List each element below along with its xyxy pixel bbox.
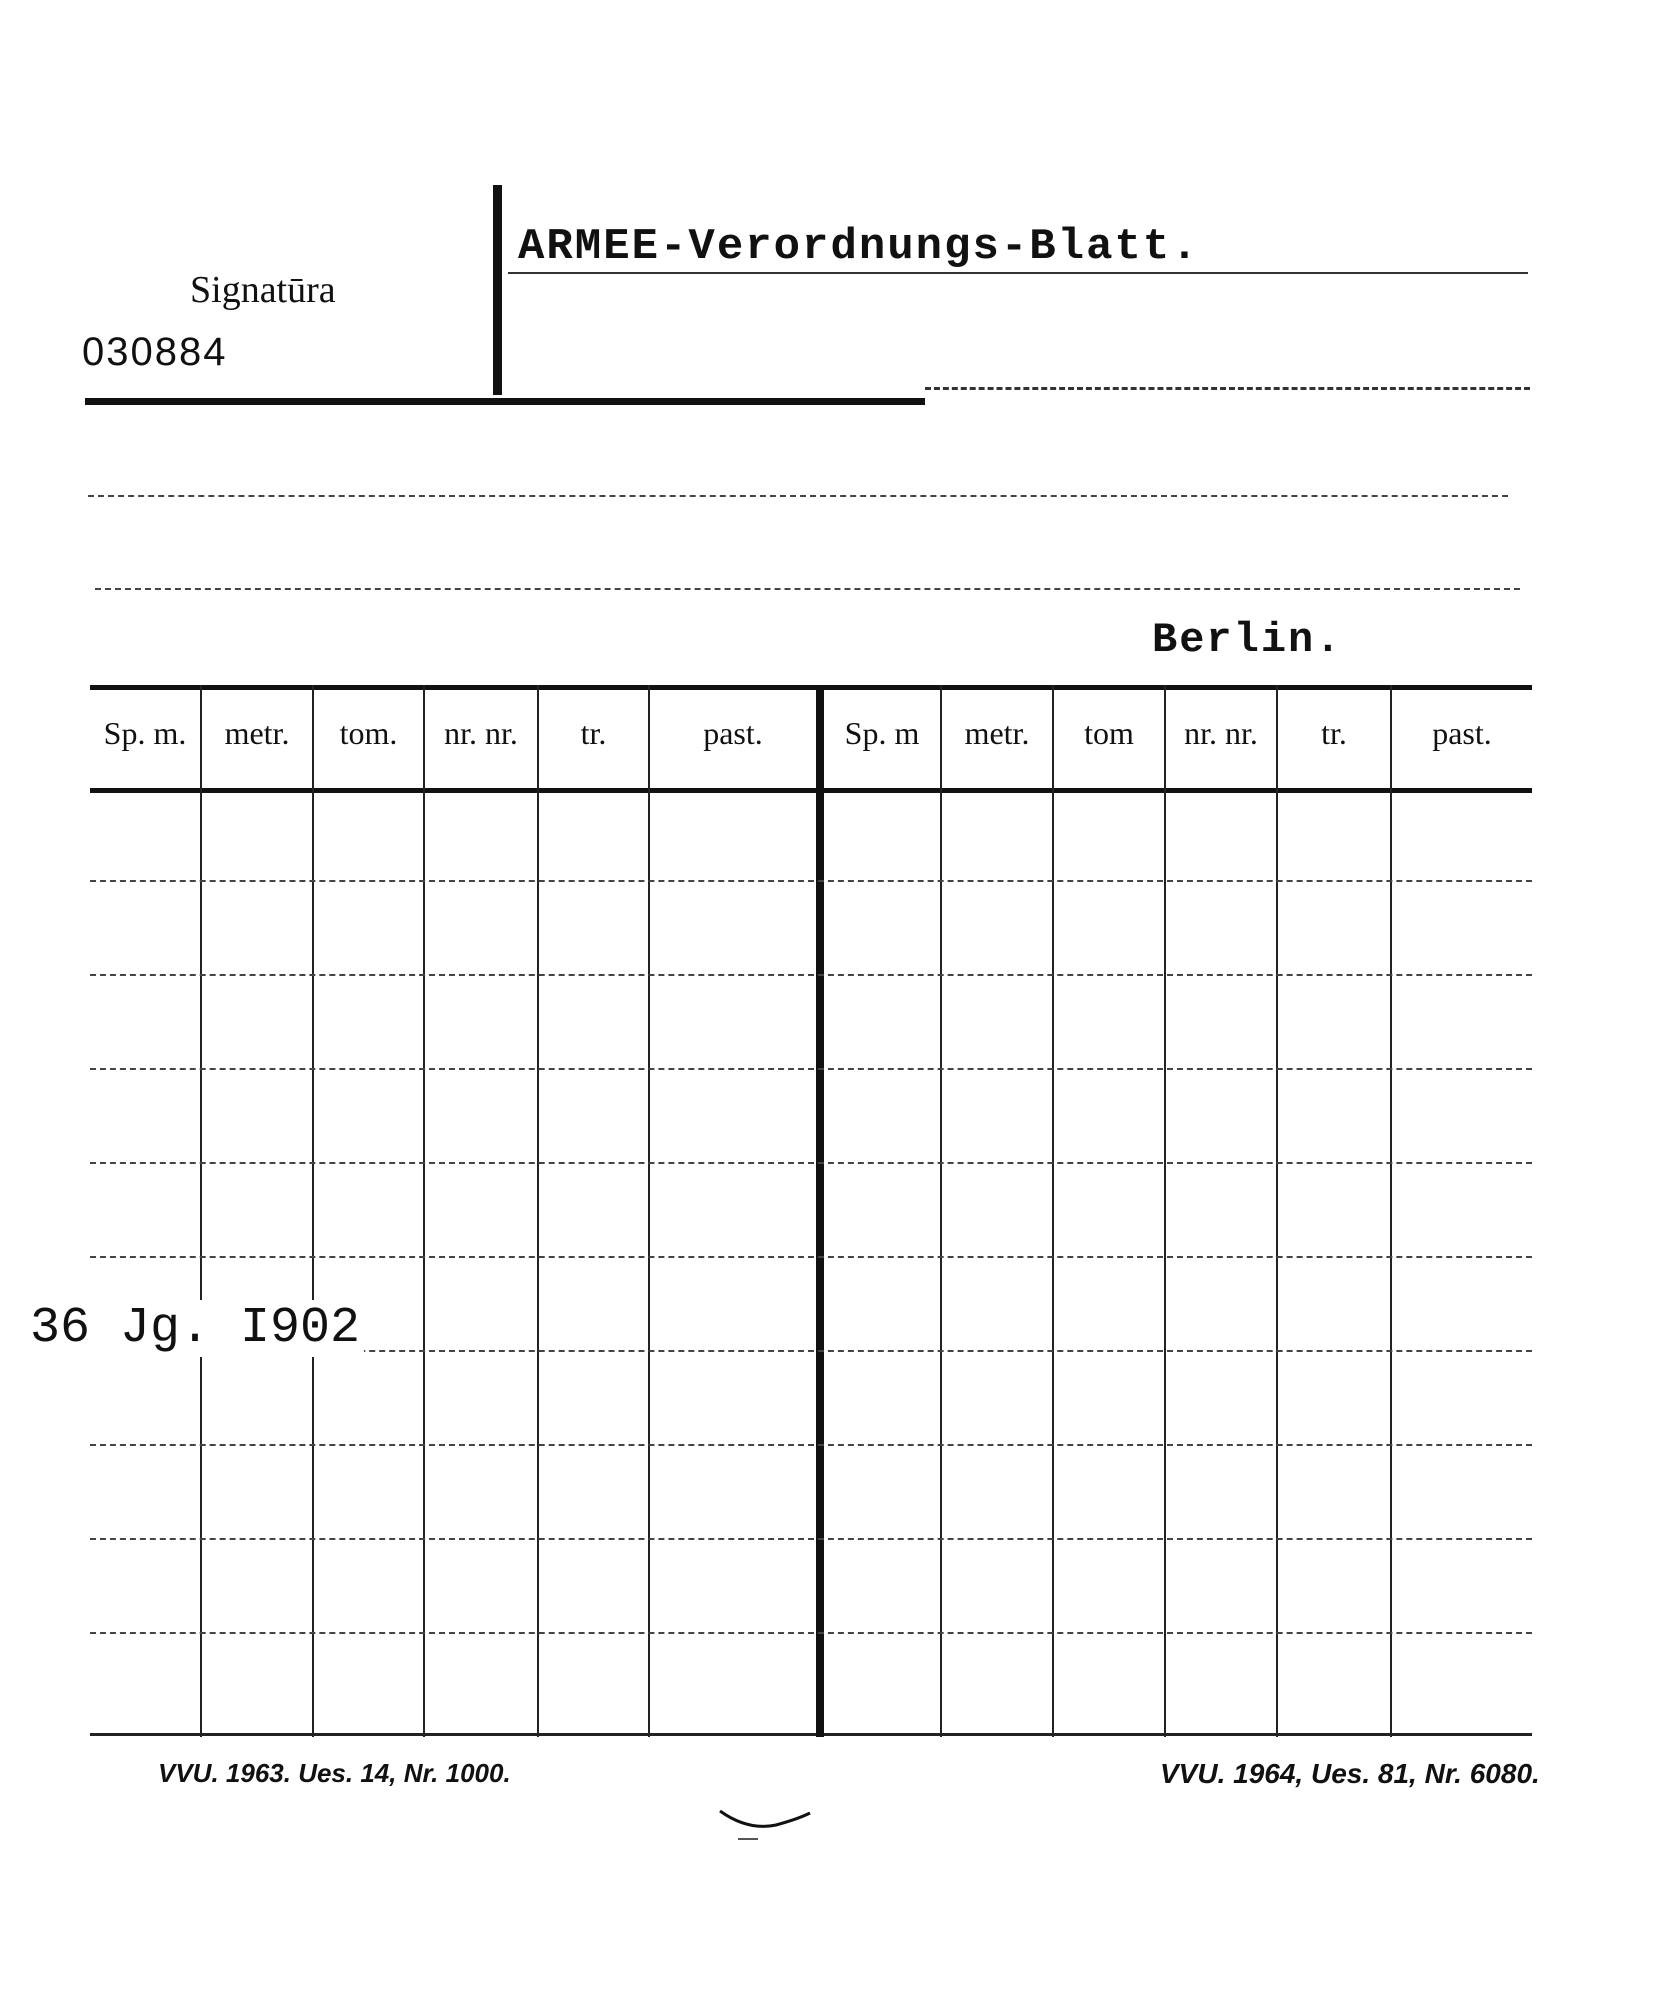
center-divider [816,685,824,1737]
column-divider [1052,685,1054,1737]
header-divider [493,185,502,395]
column-header: metr. [964,715,1030,751]
row-line [90,1068,1532,1070]
blank-line [88,495,1508,497]
header-rule [85,398,925,405]
ledger-bottom-rule [90,1733,1532,1736]
column-divider [1164,685,1166,1737]
column-header: nr. nr. [1184,715,1258,751]
column-divider [423,685,425,1737]
column-divider [940,685,942,1737]
signature-number: 030884 [82,330,228,374]
column-header: past. [1432,715,1492,751]
row-line [90,880,1532,882]
column-divider [537,685,539,1737]
column-header: Sp. m. [103,715,187,751]
column-header: tom [1084,715,1134,751]
footer-note-right: VVU. 1964, Ues. 81, Nr. 6080. [1160,1758,1540,1789]
column-header: metr. [224,715,290,751]
row-line [90,1256,1532,1258]
volume-entry: 36 Jg. I902 [26,1300,364,1357]
column-divider [1276,685,1278,1737]
column-header: tom. [339,715,398,751]
footer-note-left: VVU. 1963. Ues. 14, Nr. 1000. [158,1758,511,1788]
column-header: tr. [1321,715,1347,751]
ledger-top-rule [90,685,1532,690]
row-line [90,1444,1532,1446]
column-divider [312,685,314,1737]
signature-label: Signatūra [190,269,336,311]
row-line [90,1632,1532,1634]
pen-mark-icon [718,1805,818,1845]
header-rule-dashed [925,387,1530,390]
ledger-header-rule [90,788,1532,793]
row-line [90,974,1532,976]
title-underline [508,272,1528,274]
column-divider [648,685,650,1737]
column-header: Sp. m [844,715,920,751]
row-line [90,1538,1532,1540]
column-header: past. [703,715,763,751]
column-divider [1390,685,1392,1737]
ledger-table [90,685,1532,1737]
row-line [90,1162,1532,1164]
blank-line [95,588,1520,590]
column-header: tr. [580,715,607,751]
column-divider [200,685,202,1737]
column-header: nr. nr. [444,715,518,751]
document-title: ARMEE-Verordnungs-Blatt. [518,222,1200,272]
place-name: Berlin. [1152,616,1343,664]
